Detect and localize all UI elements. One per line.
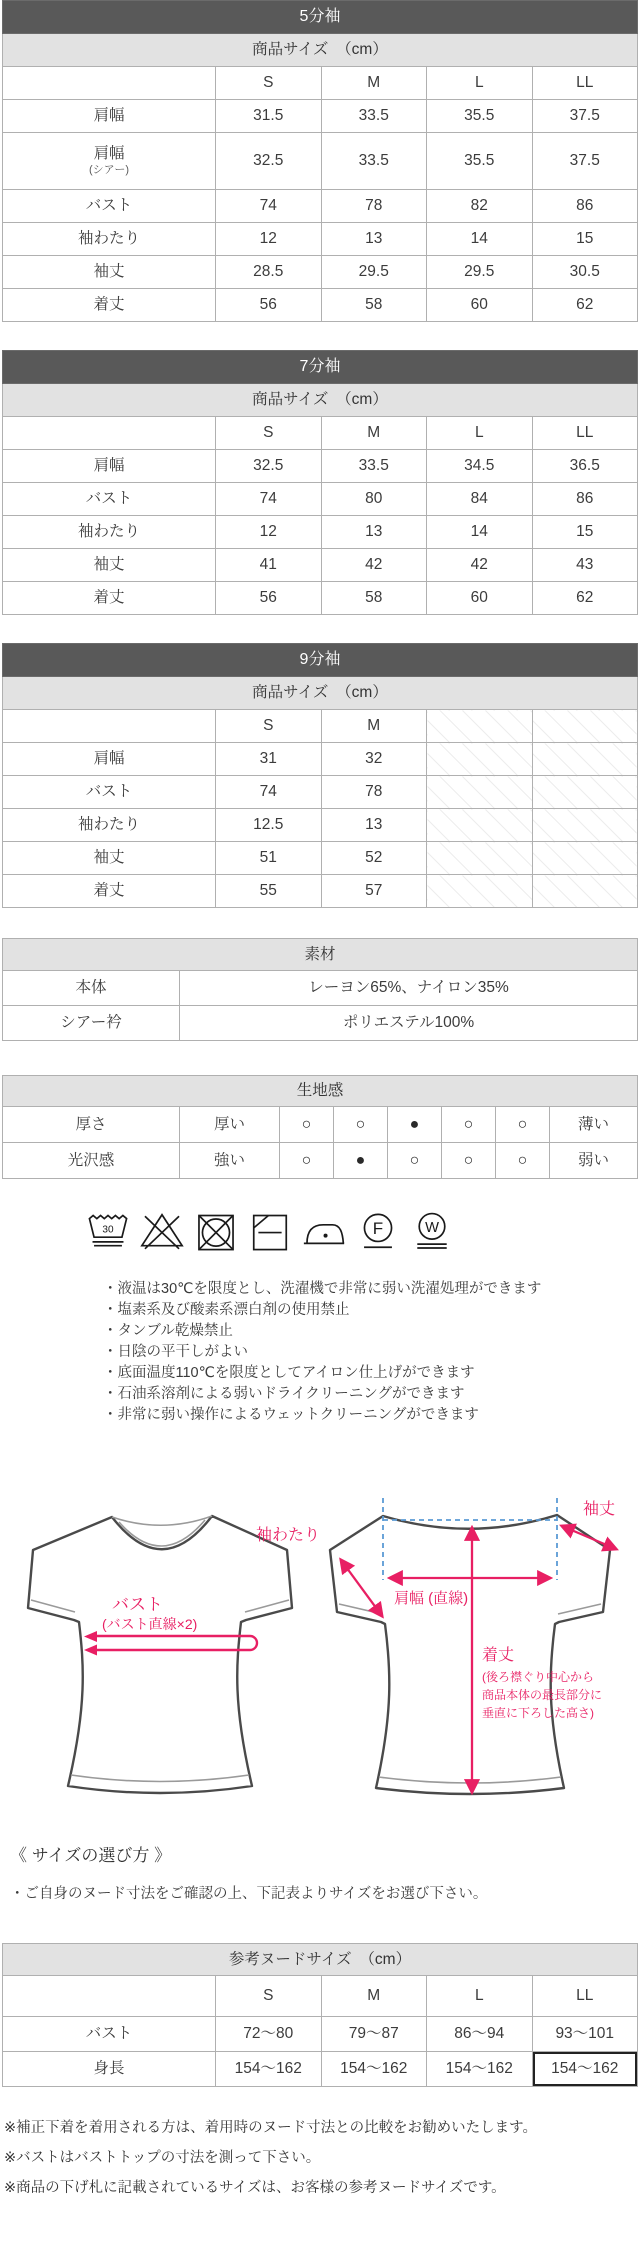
table-row: [3, 1143, 638, 1179]
material-value: ポリエステル100%: [180, 1006, 638, 1041]
size-value: 14: [427, 223, 533, 256]
size-table-9bu: [2, 643, 638, 908]
size-value: 13: [321, 809, 427, 842]
row-label-main: 肩幅: [93, 144, 125, 162]
table-row: [3, 483, 638, 516]
sleeve-length-label: 袖丈: [583, 1501, 616, 1518]
table-row: [3, 256, 638, 289]
corner-cell: [3, 67, 216, 100]
care-note: ・非常に弱い操作によるウェットクリーニングができます: [103, 1407, 479, 1423]
nude-size-table: [2, 1943, 638, 2087]
row-label: 着丈: [3, 289, 216, 322]
row-label: 着丈: [3, 875, 216, 908]
size-value: 93〜101: [532, 2017, 638, 2052]
col-header: L: [427, 67, 533, 100]
col-header: M: [321, 1976, 427, 2017]
table-row: [3, 289, 638, 322]
size-value: 37.5: [532, 100, 638, 133]
scale-left-label: 厚い: [180, 1107, 280, 1143]
table-row: [3, 582, 638, 615]
size-value: 28.5: [216, 256, 322, 289]
scale-dot: ○: [496, 1143, 550, 1179]
col-header: LL: [532, 67, 638, 100]
row-label: 厚さ: [3, 1107, 180, 1143]
table-title: 参考ヌードサイズ （cm）: [3, 1944, 638, 1976]
table-subtitle: 商品サイズ （cm）: [3, 677, 638, 710]
tshirt-back-outline: [330, 1515, 610, 1794]
body-length-sub3: 垂直に下ろした高さ): [482, 1706, 594, 1720]
material-table: [2, 938, 638, 1041]
row-label-sub: (シアー): [89, 164, 129, 177]
empty-cell: [427, 875, 533, 908]
scale-right-label: 薄い: [550, 1107, 638, 1143]
size-value: 74: [216, 190, 322, 223]
size-value: 15: [532, 223, 638, 256]
size-value: 154〜162: [427, 2052, 533, 2087]
size-value: 34.5: [427, 450, 533, 483]
row-label: バスト: [3, 483, 216, 516]
empty-cell: [427, 842, 533, 875]
size-value: 35.5: [427, 133, 533, 190]
table-row: [3, 190, 638, 223]
footnote: ※補正下着を着用される方は、着用時のヌード寸法との比較をお勧めいたします。: [4, 2120, 537, 2136]
row-label: 袖わたり: [3, 809, 216, 842]
size-value: 80: [321, 483, 427, 516]
table-title: 9分袖: [3, 644, 638, 677]
size-value: 86: [532, 190, 638, 223]
care-icons-row: [84, 1205, 640, 1257]
size-value: 32.5: [216, 450, 322, 483]
size-value: 58: [321, 289, 427, 322]
col-header: M: [321, 710, 427, 743]
scale-left-label: 強い: [180, 1143, 280, 1179]
row-label: 肩幅: [3, 743, 216, 776]
table-subtitle: 商品サイズ （cm）: [3, 34, 638, 67]
table-row: [3, 809, 638, 842]
scale-dot: ○: [280, 1143, 334, 1179]
table-title: 5分袖: [3, 1, 638, 34]
bust-label: バスト: [112, 1595, 163, 1614]
shoulder-label: 肩幅 (直線): [394, 1590, 469, 1607]
size-value: 42: [321, 549, 427, 582]
row-label: 本体: [3, 971, 180, 1006]
empty-cell: [427, 809, 533, 842]
table-row: [3, 100, 638, 133]
column-header-row: [3, 67, 638, 100]
care-note: ・底面温度110℃を限度としてアイロン仕上げができます: [103, 1365, 475, 1381]
empty-cell: [532, 842, 638, 875]
care-note: ・塩素系及び酸素系漂白剤の使用禁止: [103, 1302, 350, 1318]
body-length-label: 着丈: [482, 1647, 515, 1664]
table-title: 素材: [3, 939, 638, 971]
col-header: S: [216, 1976, 322, 2017]
empty-cell: [427, 710, 533, 743]
footnote: ※商品の下げ札に記載されているサイズは、お客様の参考ヌードサイズです。: [4, 2180, 506, 2196]
size-value: 60: [427, 582, 533, 615]
size-value: 58: [321, 582, 427, 615]
table-row: [3, 776, 638, 809]
size-value: 31.5: [216, 100, 322, 133]
size-value: 82: [427, 190, 533, 223]
size-value: 31: [216, 743, 322, 776]
corner-cell: [3, 1976, 216, 2017]
size-value: 78: [321, 776, 427, 809]
empty-cell: [532, 809, 638, 842]
scale-dot: ○: [442, 1143, 496, 1179]
size-value: 29.5: [321, 256, 427, 289]
footnote-list: [4, 2113, 640, 2203]
col-header: S: [216, 67, 322, 100]
body-length-sub2: 商品本体の最長部分に: [482, 1688, 603, 1702]
table-row: [3, 2052, 638, 2087]
care-note: ・液温は30℃を限度とし、洗濯機で非常に弱い洗濯処理ができます: [103, 1281, 542, 1297]
sleeve-width-label: 袖わたり: [256, 1527, 321, 1544]
size-value: 12.5: [216, 809, 322, 842]
size-value: 62: [532, 582, 638, 615]
size-value: 33.5: [321, 133, 427, 190]
size-table-7bu: [2, 350, 638, 615]
row-label: 肩幅: [3, 450, 216, 483]
size-value: 55: [216, 875, 322, 908]
size-value: 52: [321, 842, 427, 875]
measurement-diagram: [0, 1450, 640, 1800]
empty-cell: [532, 776, 638, 809]
dry-clean-f-gentle-icon: [354, 1205, 402, 1257]
wash-30-very-gentle-icon: [84, 1205, 132, 1257]
table-row: [3, 1006, 638, 1041]
table-title: 生地感: [3, 1076, 638, 1107]
size-value: 86〜94: [427, 2017, 533, 2052]
care-note: ・タンブル乾燥禁止: [103, 1323, 233, 1339]
no-tumble-dry-icon: [192, 1205, 240, 1257]
column-header-row: [3, 1976, 638, 2017]
size-value: 30.5: [532, 256, 638, 289]
tshirt-front-outline: [28, 1516, 292, 1793]
row-label: 袖わたり: [3, 516, 216, 549]
size-value: 154〜162: [321, 2052, 427, 2087]
table-row: [3, 450, 638, 483]
care-note: ・日陰の平干しがよい: [103, 1344, 248, 1360]
scale-dot: ●: [334, 1143, 388, 1179]
table-row: [3, 842, 638, 875]
col-header: LL: [532, 1976, 638, 2017]
footnote: ※バストはバストトップの寸法を測って下さい。: [4, 2150, 321, 2166]
fabric-feel-table: [2, 1075, 638, 1179]
size-value: 15: [532, 516, 638, 549]
table-subtitle: 商品サイズ （cm）: [3, 384, 638, 417]
no-bleach-icon: [138, 1205, 186, 1257]
col-header: L: [427, 417, 533, 450]
scale-dot: ○: [388, 1143, 442, 1179]
size-value: 37.5: [532, 133, 638, 190]
bust-sublabel: (バスト直線×2): [102, 1616, 198, 1632]
size-value: 41: [216, 549, 322, 582]
row-label: 袖丈: [3, 842, 216, 875]
table-row: [3, 549, 638, 582]
scale-dot: ●: [388, 1107, 442, 1143]
size-value: 78: [321, 190, 427, 223]
table-title: 7分袖: [3, 351, 638, 384]
table-row: [3, 133, 638, 190]
size-value: 84: [427, 483, 533, 516]
size-value: 74: [216, 776, 322, 809]
column-header-row: [3, 710, 638, 743]
col-header: S: [216, 417, 322, 450]
scale-dot: ○: [442, 1107, 496, 1143]
size-value: 42: [427, 549, 533, 582]
size-value: 79〜87: [321, 2017, 427, 2052]
size-value: 33.5: [321, 450, 427, 483]
col-header: M: [321, 417, 427, 450]
row-label: 袖わたり: [3, 223, 216, 256]
scale-dot: ○: [280, 1107, 334, 1143]
size-value: 29.5: [427, 256, 533, 289]
scale-dot: ○: [334, 1107, 388, 1143]
size-value: 51: [216, 842, 322, 875]
svg-text:30: 30: [102, 1224, 114, 1236]
size-value: 154〜162: [216, 2052, 322, 2087]
size-value: 12: [216, 516, 322, 549]
size-value: 74: [216, 483, 322, 516]
table-row: [3, 743, 638, 776]
size-value: 35.5: [427, 100, 533, 133]
corner-cell: [3, 417, 216, 450]
size-value: 32: [321, 743, 427, 776]
size-value: 13: [321, 223, 427, 256]
size-value: 86: [532, 483, 638, 516]
row-label: バスト: [3, 190, 216, 223]
size-value: 36.5: [532, 450, 638, 483]
empty-cell: [427, 776, 533, 809]
care-instruction-list: [103, 1279, 640, 1426]
care-note: ・石油系溶剤による弱いドライクリーニングができます: [103, 1386, 465, 1402]
empty-cell: [532, 875, 638, 908]
size-value: 62: [532, 289, 638, 322]
size-value-selected: 154〜162: [532, 2052, 638, 2087]
size-value: 56: [216, 289, 322, 322]
row-label: 袖丈: [3, 549, 216, 582]
table-row: [3, 223, 638, 256]
shade-flat-dry-icon: [246, 1205, 294, 1257]
body-length-sub1: (後ろ襟ぐり中心から: [482, 1670, 594, 1684]
size-value: 56: [216, 582, 322, 615]
size-value: 60: [427, 289, 533, 322]
row-label: バスト: [3, 2017, 216, 2052]
column-header-row: [3, 417, 638, 450]
size-value: 72〜80: [216, 2017, 322, 2052]
scale-dot: ○: [496, 1107, 550, 1143]
table-row: [3, 971, 638, 1006]
size-value: 13: [321, 516, 427, 549]
svg-text:W: W: [425, 1219, 439, 1236]
col-header: M: [321, 67, 427, 100]
row-label: シアー衿: [3, 1006, 180, 1041]
material-value: レーヨン65%、ナイロン35%: [180, 971, 638, 1006]
table-row: [3, 875, 638, 908]
col-header: LL: [532, 417, 638, 450]
table-row: [3, 2017, 638, 2052]
table-row: [3, 516, 638, 549]
scale-right-label: 弱い: [550, 1143, 638, 1179]
size-guide-instruction: ・ご自身のヌード寸法をご確認の上、下記表よりサイズをお選び下さい。: [10, 1886, 488, 1902]
size-table-5bu: [2, 0, 638, 322]
row-label: 着丈: [3, 582, 216, 615]
empty-cell: [532, 710, 638, 743]
row-label: 光沢感: [3, 1143, 180, 1179]
size-value: 12: [216, 223, 322, 256]
row-label: 身長: [3, 2052, 216, 2087]
row-label: バスト: [3, 776, 216, 809]
size-value: 57: [321, 875, 427, 908]
iron-low-110-icon: [300, 1205, 348, 1257]
table-row: [3, 1107, 638, 1143]
row-label: [3, 133, 216, 190]
wet-clean-w-very-gentle-icon: [408, 1205, 456, 1257]
size-value: 33.5: [321, 100, 427, 133]
corner-cell: [3, 710, 216, 743]
size-value: 14: [427, 516, 533, 549]
col-header: L: [427, 1976, 533, 2017]
row-label: 袖丈: [3, 256, 216, 289]
size-guide-heading: 《 サイズの選び方 》: [10, 1846, 172, 1865]
row-label: 肩幅: [3, 100, 216, 133]
svg-text:F: F: [372, 1219, 384, 1239]
col-header: S: [216, 710, 322, 743]
size-value: 32.5: [216, 133, 322, 190]
size-value: 43: [532, 549, 638, 582]
empty-cell: [532, 743, 638, 776]
empty-cell: [427, 743, 533, 776]
